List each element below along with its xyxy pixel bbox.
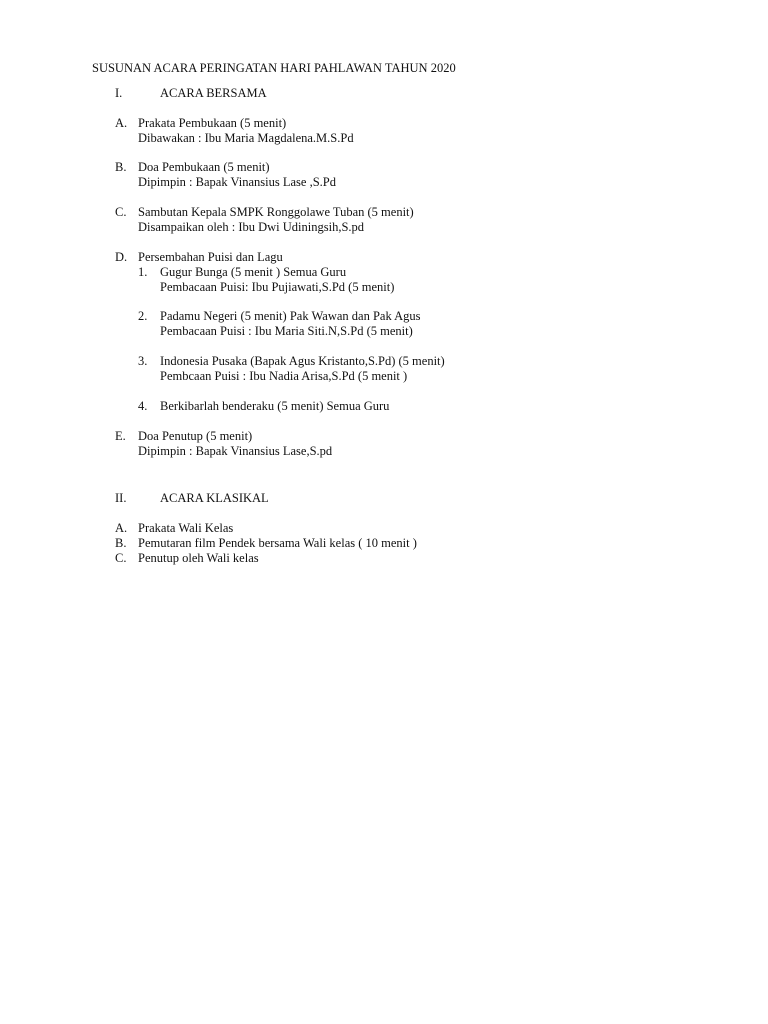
section-2-heading: ACARA KLASIKAL	[160, 491, 269, 505]
item-e-detail: Dipimpin : Bapak Vinansius Lase,S.pd	[138, 444, 333, 458]
item-d-sub-2-number: 2.	[138, 309, 148, 323]
item-d-sub-2-detail: Pembacaan Puisi : Ibu Maria Siti.N,S.Pd (5 menit)	[160, 324, 413, 338]
item-d-sub-4-text: Berkibarlah benderaku (5 menit) Semua Guru	[160, 399, 390, 413]
section-1-heading: ACARA BERSAMA	[160, 86, 267, 100]
item-d-sub-3-number: 3.	[138, 354, 148, 368]
klasikal-item-c-text: Penutup oleh Wali kelas	[138, 551, 259, 565]
item-b-text: Doa Pembukaan (5 menit)	[138, 160, 270, 174]
item-e-text: Doa Penutup (5 menit)	[138, 429, 253, 443]
item-c-detail: Disampaikan oleh : Ibu Dwi Udiningsih,S.pd	[138, 220, 365, 234]
item-d-sub-3-text: Indonesia Pusaka (Bapak Agus Kristanto,S.Pd) (5 menit)	[160, 354, 445, 368]
item-a-detail: Dibawakan : Ibu Maria Magdalena.M.S.Pd	[138, 131, 354, 145]
item-b-letter: B.	[115, 160, 127, 174]
item-d-sub-2-text: Padamu Negeri (5 menit) Pak Wawan dan Pak Agus	[160, 309, 421, 323]
klasikal-item-a-text: Prakata Wali Kelas	[138, 521, 234, 535]
item-c-letter: C.	[115, 205, 127, 219]
item-b-detail: Dipimpin : Bapak Vinansius Lase ,S.Pd	[138, 175, 336, 189]
item-c-text: Sambutan Kepala SMPK Ronggolawe Tuban (5 menit)	[138, 205, 414, 219]
klasikal-item-b-letter: B.	[115, 536, 127, 550]
item-d-sub-1-number: 1.	[138, 265, 148, 279]
klasikal-item-b-text: Pemutaran film Pendek bersama Wali kelas ( 10 menit )	[138, 536, 417, 550]
item-d-text: Persembahan Puisi dan Lagu	[138, 250, 283, 264]
section-1-numeral: I.	[115, 86, 123, 100]
item-d-sub-1-detail: Pembacaan Puisi: Ibu Pujiawati,S.Pd (5 menit)	[160, 280, 395, 294]
item-e-letter: E.	[115, 429, 126, 443]
document-title: SUSUNAN ACARA PERINGATAN HARI PAHLAWAN TAHUN 2020	[92, 61, 456, 75]
item-a-text: Prakata Pembukaan (5 menit)	[138, 116, 287, 130]
item-a-letter: A.	[115, 116, 128, 130]
klasikal-item-a-letter: A.	[115, 521, 128, 535]
item-d-letter: D.	[115, 250, 128, 264]
section-2-numeral: II.	[115, 491, 127, 505]
item-d-sub-3-detail: Pembcaan Puisi : Ibu Nadia Arisa,S.Pd (5 menit )	[160, 369, 408, 383]
item-d-sub-4-number: 4.	[138, 399, 148, 413]
klasikal-item-c-letter: C.	[115, 551, 127, 565]
item-d-sub-1-text: Gugur Bunga (5 menit ) Semua Guru	[160, 265, 347, 279]
